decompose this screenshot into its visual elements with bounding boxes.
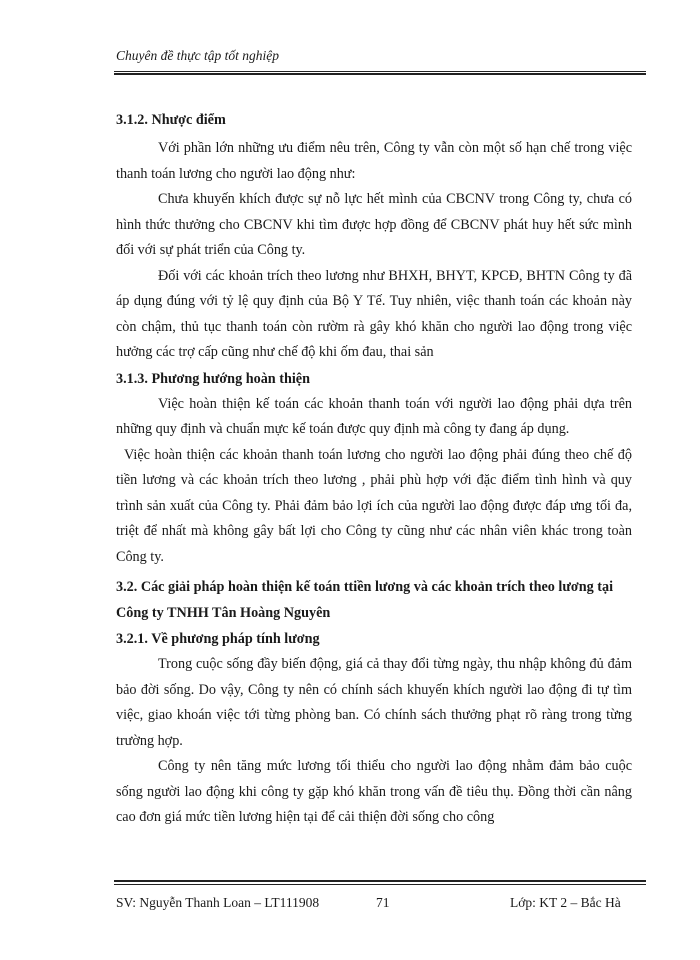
paragraph: Đối với các khoản trích theo lương như BHXH, BHYT, KPCĐ, BHTN Công ty đã áp dụng đúng với tỷ lệ quy định của Bộ Y Tế. Tuy nhiên, việc thanh toán các khoản này còn chậm, thủ tục thanh toán còn rườm rà gây khó khăn cho người lao động trong việc hưởng các trợ cấp cũng như chế độ khi ốm đau, thai sản xyxy=(116,267,632,360)
paragraph: Việc hoàn thiện kế toán các khoản thanh toán với người lao động phải dựa trên những quy định và chuẩn mực kế toán được quy định mà công ty đang áp dụng. xyxy=(116,395,632,437)
heading-3-1-3: 3.1.3. Phương hướng hoàn thiện xyxy=(116,370,310,387)
header-rule xyxy=(114,71,646,72)
paragraph: Công ty nên tăng mức lương tối thiểu cho người lao động nhằm đảm bảo cuộc sống người lao động khi công ty gặp khó khăn trong vấn đề tiêu thụ. Đồng thời cần nâng cao đơn giá mức tiền lương hiện tại để cải thiện đời sống cho công xyxy=(116,758,632,825)
page-number: 71 xyxy=(376,895,390,910)
heading-3-2: 3.2. Các giải pháp hoàn thiện kế toán ttiền lương và các khoản trích theo lương tại Công ty TNHH Tân Hoàng Nguyên xyxy=(116,579,614,621)
paragraph: Việc hoàn thiện các khoản thanh toán lương cho người lao động phải đúng theo chế độ tiền lương và các khoản trích theo lương , phải phù hợp với đặc điểm tình hình và quy trình sản xuất của Công ty. Phải đảm bảo lợi ích của người lao động được đáp ưng tối đa, triệt để nhất mà không gây bất lợi cho Công ty cũng như các nhân viên khác trong toàn Công ty. xyxy=(116,446,632,565)
paragraph: Với phần lớn những ưu điểm nêu trên, Công ty vẫn còn một số hạn chế trong việc thanh toán lương cho người lao động như: xyxy=(116,140,632,182)
page-header-title: Chuyên đề thực tập tốt nghiệp xyxy=(116,48,279,63)
footer-student: SV: Nguyễn Thanh Loan – LT111908 xyxy=(116,895,320,910)
footer-class: Lớp: KT 2 – Bắc Hà xyxy=(510,895,621,910)
paragraph: Chưa khuyến khích được sự nỗ lực hết mình của CBCNV trong Công ty, chưa có hình thức thưởng cho CBCNV khi tìm được hợp đồng để CBCNV phát huy hết sức mình đối với sự phát triển của Công ty. xyxy=(116,191,632,258)
header-rule-thick xyxy=(114,73,646,75)
footer-rule xyxy=(114,884,646,885)
heading-3-2-1: 3.2.1. Về phương pháp tính lương xyxy=(116,631,320,647)
document-body xyxy=(116,107,632,831)
heading-3-1-2: 3.1.2. Nhược điểm xyxy=(116,112,226,128)
paragraph: Trong cuộc sống đầy biến động, giá cả thay đổi từng ngày, thu nhập không đủ đảm bảo đời sống. Do vậy, Công ty nên có chính sách khuyến khích người lao động đi tự tìm việc, giao khoán việc tới từng phòng ban. Có chính sách thưởng phạt rõ ràng trong từng trường hợp. xyxy=(116,656,632,749)
footer-rule-thick xyxy=(114,880,646,882)
